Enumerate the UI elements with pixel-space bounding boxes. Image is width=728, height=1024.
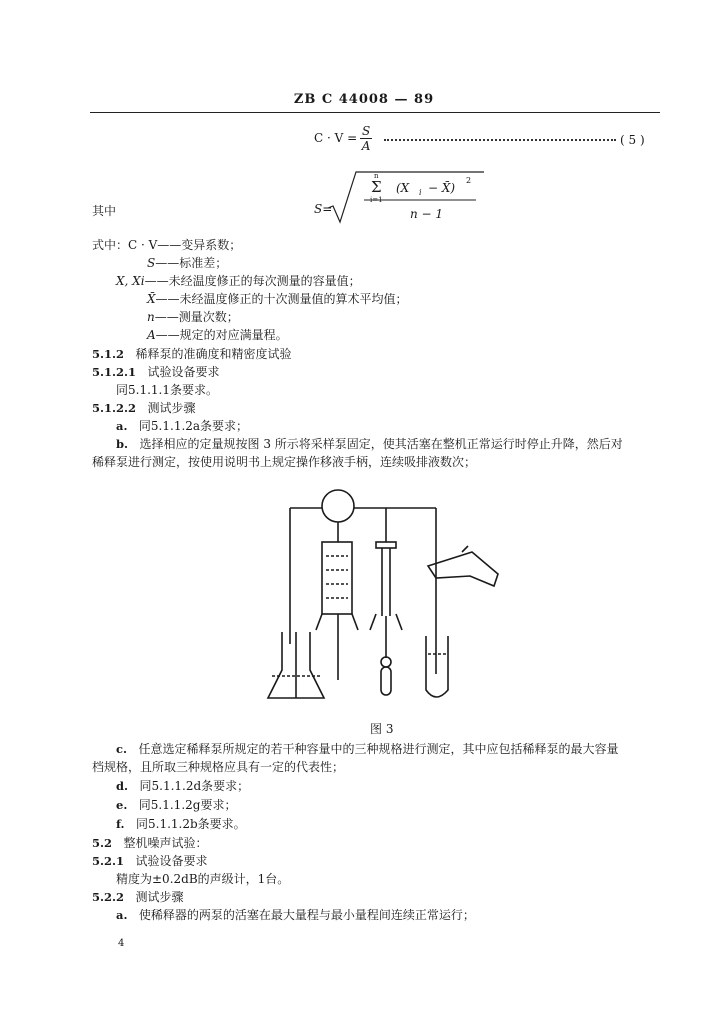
list-item: d. 同5.1.1.2d条要求； — [116, 779, 250, 793]
paragraph: 同5.1.1.1条要求。 — [116, 383, 218, 397]
definitions-intro: 式中： — [92, 238, 129, 252]
definition-row: n——测量次数； — [147, 310, 239, 324]
section-heading: 5.1.2 稀释泵的准确度和精密度试验 — [92, 347, 292, 361]
definition-row: C · V——变异系数； — [128, 238, 242, 252]
sum-upper-limit: n — [374, 172, 379, 180]
list-item: a. 使稀释器的两泵的活塞在最大量程与最小量程间连续正常运行； — [116, 908, 475, 922]
definition-row: X̄——未经温度修正的十次测量值的算术平均值； — [147, 292, 408, 306]
list-item: b. 选择相应的定量规按图 3 所示将采样泵固定，使其活塞在整机正常运行时停止升降，然后对 — [116, 437, 623, 451]
formula-leader-dots — [384, 139, 616, 141]
list-item-continuation: 档规格，且所取三种规格应具有一定的代表性； — [92, 760, 345, 774]
radical-sign — [326, 170, 486, 226]
definition-row: X, Xi——未经温度修正的每次测量的容量值； — [116, 274, 361, 288]
summand-power: 2 — [466, 176, 472, 185]
formula-s-denominator: n − 1 — [410, 207, 444, 221]
formula-cv-lhs: C · V = — [314, 131, 358, 145]
section-heading: 5.2.1 试验设备要求 — [92, 854, 208, 868]
sigma-symbol: Σ — [371, 178, 382, 196]
page-number: 4 — [118, 938, 125, 949]
summand-subscript: i — [419, 188, 422, 197]
section-heading: 5.1.2.2 测试步骤 — [92, 401, 196, 415]
standard-code-header: ZB C 44008 — 89 — [293, 92, 435, 107]
formula-cv-fraction — [360, 124, 372, 153]
list-item: c. 任意选定稀释泵所规定的若干种容量中的三种规格进行测定，其中应包括稀释泵的最大容量 — [116, 742, 619, 756]
sum-lower-limit: i=1 — [370, 196, 383, 204]
paragraph: 精度为±0.2dB的声级计，1台。 — [116, 872, 290, 886]
summand-open: (X — [396, 181, 410, 195]
header-rule — [90, 112, 660, 113]
list-item-continuation: 稀释泵进行测定，按使用说明书上规定操作移液手柄，连续吸排液数次； — [92, 455, 477, 469]
list-item: e. 同5.1.1.2g要求； — [116, 798, 237, 812]
formula-number: ( 5 ) — [620, 133, 645, 147]
formula-cv-denominator: A — [361, 139, 371, 153]
figure-caption: 图 3 — [370, 722, 394, 736]
definition-row: A——规定的对应满量程。 — [147, 328, 288, 342]
formula-cv-numerator: S — [362, 124, 371, 138]
section-heading: 5.2 整机噪声试验： — [92, 836, 208, 850]
definition-row: S——标准差； — [147, 256, 228, 270]
section-heading: 5.1.2.1 试验设备要求 — [92, 365, 220, 379]
summand-rest: − X̄) — [428, 181, 456, 195]
list-item: a. 同5.1.1.2a条要求； — [116, 419, 249, 433]
section-heading: 5.2.2 测试步骤 — [92, 890, 184, 904]
figure-3-apparatus — [262, 484, 512, 712]
formula-intro: 其中 — [92, 204, 117, 218]
list-item: f. 同5.1.1.2b条要求。 — [116, 817, 246, 831]
formula-s-lhs: S= — [314, 202, 333, 216]
